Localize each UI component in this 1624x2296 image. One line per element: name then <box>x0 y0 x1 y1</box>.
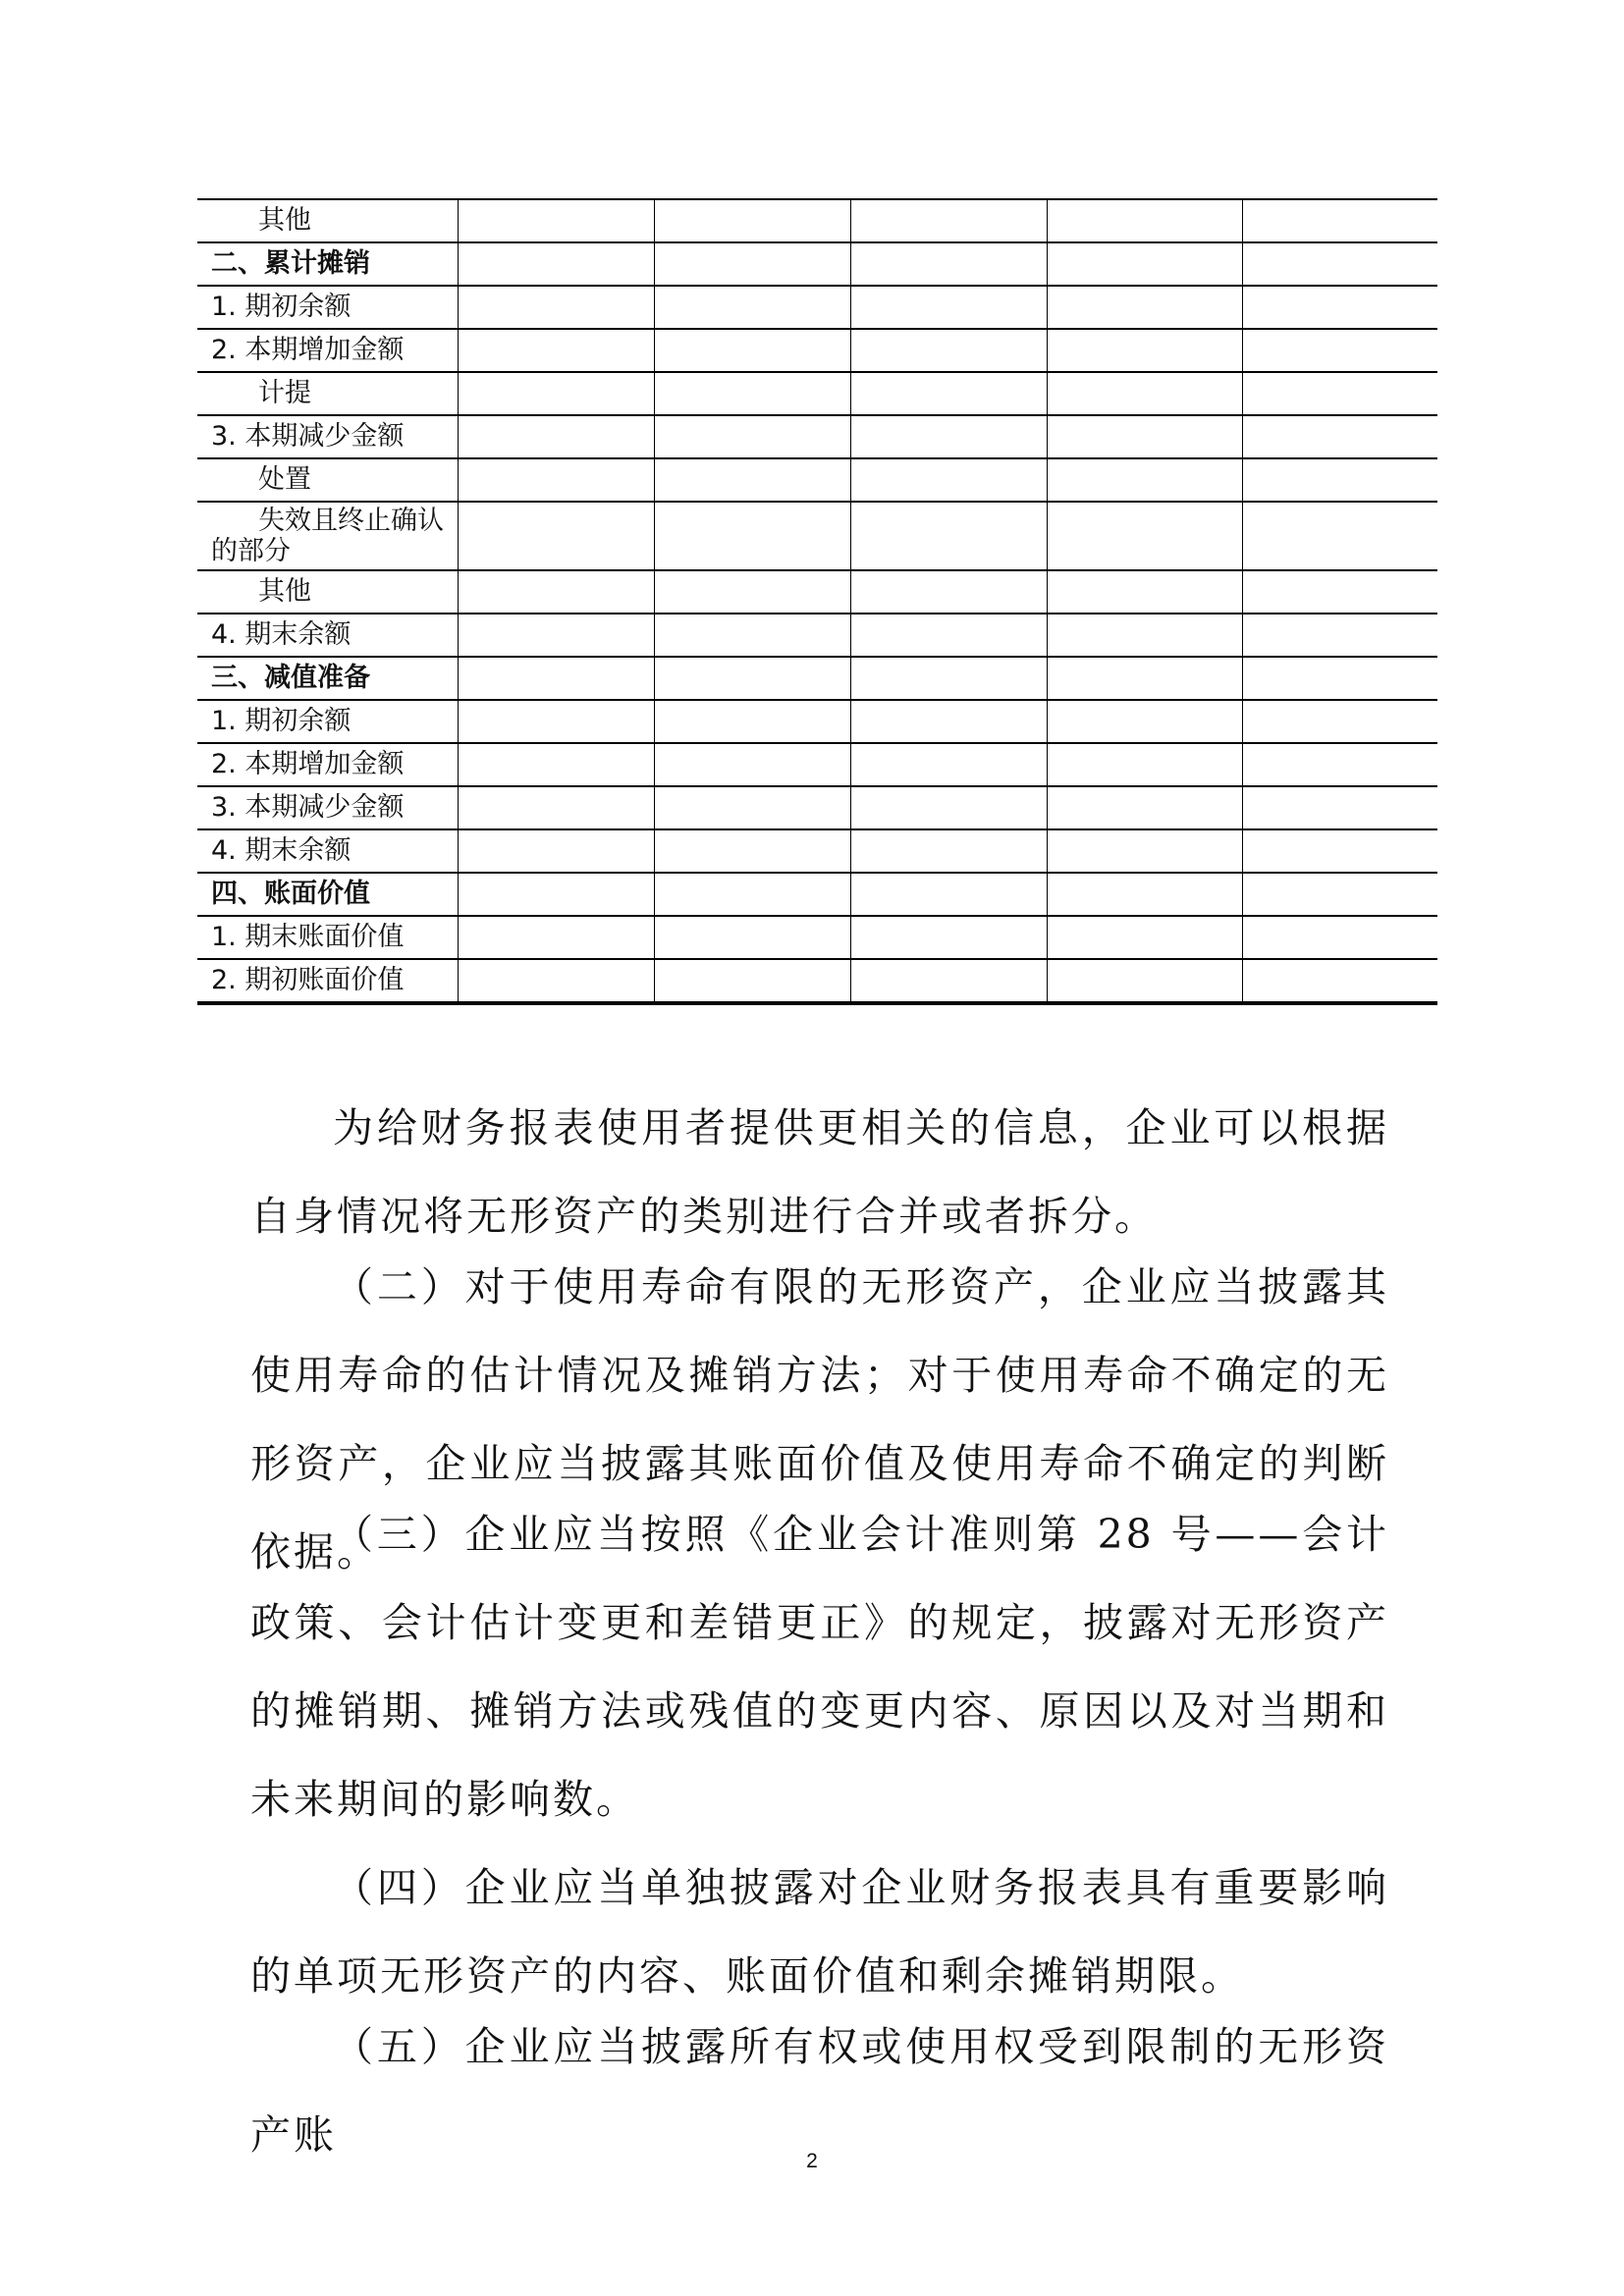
value-cell <box>1242 743 1437 786</box>
value-cell <box>1242 786 1437 829</box>
value-cell <box>458 916 654 959</box>
value-cell <box>458 199 654 242</box>
value-cell <box>458 873 654 916</box>
row-label: 2. 期初账面价值 <box>197 959 458 1003</box>
value-cell <box>850 458 1047 502</box>
row-label: 处置 <box>197 458 458 502</box>
value-cell <box>1047 614 1242 657</box>
value-cell <box>654 570 850 614</box>
row-label: 3. 本期减少金额 <box>197 786 458 829</box>
value-cell <box>1047 743 1242 786</box>
table-row <box>197 873 1437 916</box>
value-cell <box>1047 372 1242 415</box>
row-label: 2. 本期增加金额 <box>197 743 458 786</box>
value-cell <box>654 286 850 329</box>
table-row <box>197 502 1437 570</box>
value-cell <box>458 286 654 329</box>
value-cell <box>458 700 654 743</box>
value-cell <box>654 242 850 286</box>
value-cell <box>850 700 1047 743</box>
value-cell <box>850 286 1047 329</box>
value-cell <box>1047 873 1242 916</box>
row-label: 计提 <box>197 372 458 415</box>
value-cell <box>1242 372 1437 415</box>
value-cell <box>1242 286 1437 329</box>
value-cell <box>654 743 850 786</box>
value-cell <box>654 502 850 570</box>
table-row <box>197 959 1437 1003</box>
table-row <box>197 614 1437 657</box>
value-cell <box>1047 570 1242 614</box>
value-cell <box>654 916 850 959</box>
table-row <box>197 570 1437 614</box>
value-cell <box>458 570 654 614</box>
value-cell <box>850 614 1047 657</box>
value-cell <box>1047 242 1242 286</box>
value-cell <box>1047 959 1242 1003</box>
value-cell <box>1242 502 1437 570</box>
value-cell <box>1242 614 1437 657</box>
value-cell <box>1047 458 1242 502</box>
table-row <box>197 199 1437 242</box>
value-cell <box>458 458 654 502</box>
row-label: 3. 本期减少金额 <box>197 415 458 458</box>
value-cell <box>1242 657 1437 700</box>
value-cell <box>1047 329 1242 372</box>
table-row <box>197 916 1437 959</box>
row-label: 1. 期初余额 <box>197 700 458 743</box>
value-cell <box>654 614 850 657</box>
value-cell <box>850 502 1047 570</box>
value-cell <box>1242 873 1437 916</box>
row-label: 其他 <box>197 199 458 242</box>
value-cell <box>850 916 1047 959</box>
table-row <box>197 415 1437 458</box>
value-cell <box>850 829 1047 873</box>
table-row <box>197 743 1437 786</box>
value-cell <box>1047 829 1242 873</box>
value-cell <box>1047 415 1242 458</box>
value-cell <box>458 959 654 1003</box>
page-number: 2 <box>806 2150 818 2172</box>
value-cell <box>458 829 654 873</box>
value-cell <box>654 829 850 873</box>
intangible-assets-table <box>197 198 1437 1005</box>
row-label: 1. 期末账面价值 <box>197 916 458 959</box>
value-cell <box>1242 570 1437 614</box>
value-cell <box>850 743 1047 786</box>
value-cell <box>1047 786 1242 829</box>
value-cell <box>1047 286 1242 329</box>
table-row <box>197 458 1437 502</box>
value-cell <box>458 614 654 657</box>
value-cell <box>1047 502 1242 570</box>
value-cell <box>654 458 850 502</box>
value-cell <box>1242 329 1437 372</box>
value-cell <box>1242 415 1437 458</box>
value-cell <box>1242 242 1437 286</box>
value-cell <box>850 786 1047 829</box>
row-label: 失效且终止确认的部分 <box>197 502 458 570</box>
value-cell <box>850 570 1047 614</box>
table-row <box>197 829 1437 873</box>
paragraph: （四）企业应当单独披露对企业财务报表具有重要影响的单项无形资产的内容、账面价值和剩余摊销期限。 <box>250 1864 1389 2000</box>
row-label: 2. 本期增加金额 <box>197 329 458 372</box>
value-cell <box>654 657 850 700</box>
value-cell <box>1242 700 1437 743</box>
value-cell <box>458 657 654 700</box>
value-cell <box>1047 199 1242 242</box>
value-cell <box>850 372 1047 415</box>
value-cell <box>1242 916 1437 959</box>
value-cell <box>654 873 850 916</box>
paragraph: （二）对于使用寿命有限的无形资产，企业应当披露其使用寿命的估计情况及摊销方法；对于使用寿命不确定的无形资产，企业应当披露其账面价值及使用寿命不确定的判断依据。 <box>250 1263 1389 1575</box>
table-row <box>197 329 1437 372</box>
value-cell <box>850 959 1047 1003</box>
value-cell <box>458 242 654 286</box>
row-label: 四、账面价值 <box>197 873 458 916</box>
value-cell <box>654 415 850 458</box>
row-label: 4. 期末余额 <box>197 829 458 873</box>
value-cell <box>850 873 1047 916</box>
value-cell <box>654 199 850 242</box>
table-row <box>197 286 1437 329</box>
table-row <box>197 700 1437 743</box>
paragraph: （三）企业应当按照《企业会计准则第 28 号——会计政策、会计估计变更和差错更正》的规定，披露对无形资产的摊销期、摊销方法或残值的变更内容、原因以及对当期和未来期间的影响数。 <box>250 1511 1389 1823</box>
value-cell <box>654 700 850 743</box>
table-row <box>197 657 1437 700</box>
paragraph: （五）企业应当披露所有权或使用权受到限制的无形资产账 <box>250 2023 1389 2159</box>
value-cell <box>458 743 654 786</box>
value-cell <box>458 329 654 372</box>
row-label: 1. 期初余额 <box>197 286 458 329</box>
table-row <box>197 372 1437 415</box>
value-cell <box>1242 829 1437 873</box>
value-cell <box>850 199 1047 242</box>
row-label: 二、累计摊销 <box>197 242 458 286</box>
value-cell <box>1047 700 1242 743</box>
value-cell <box>1242 458 1437 502</box>
value-cell <box>850 415 1047 458</box>
value-cell <box>654 959 850 1003</box>
value-cell <box>850 657 1047 700</box>
value-cell <box>1242 959 1437 1003</box>
table-row <box>197 242 1437 286</box>
paragraph: 为给财务报表使用者提供更相关的信息，企业可以根据自身情况将无形资产的类别进行合并或者拆分。 <box>250 1104 1389 1240</box>
value-cell <box>654 786 850 829</box>
value-cell <box>458 415 654 458</box>
value-cell <box>850 329 1047 372</box>
value-cell <box>1047 916 1242 959</box>
value-cell <box>654 372 850 415</box>
value-cell <box>458 372 654 415</box>
value-cell <box>458 786 654 829</box>
row-label: 其他 <box>197 570 458 614</box>
value-cell <box>1047 657 1242 700</box>
table-row <box>197 786 1437 829</box>
row-label: 4. 期末余额 <box>197 614 458 657</box>
value-cell <box>654 329 850 372</box>
value-cell <box>458 502 654 570</box>
value-cell <box>850 242 1047 286</box>
value-cell <box>1242 199 1437 242</box>
row-label: 三、减值准备 <box>197 657 458 700</box>
